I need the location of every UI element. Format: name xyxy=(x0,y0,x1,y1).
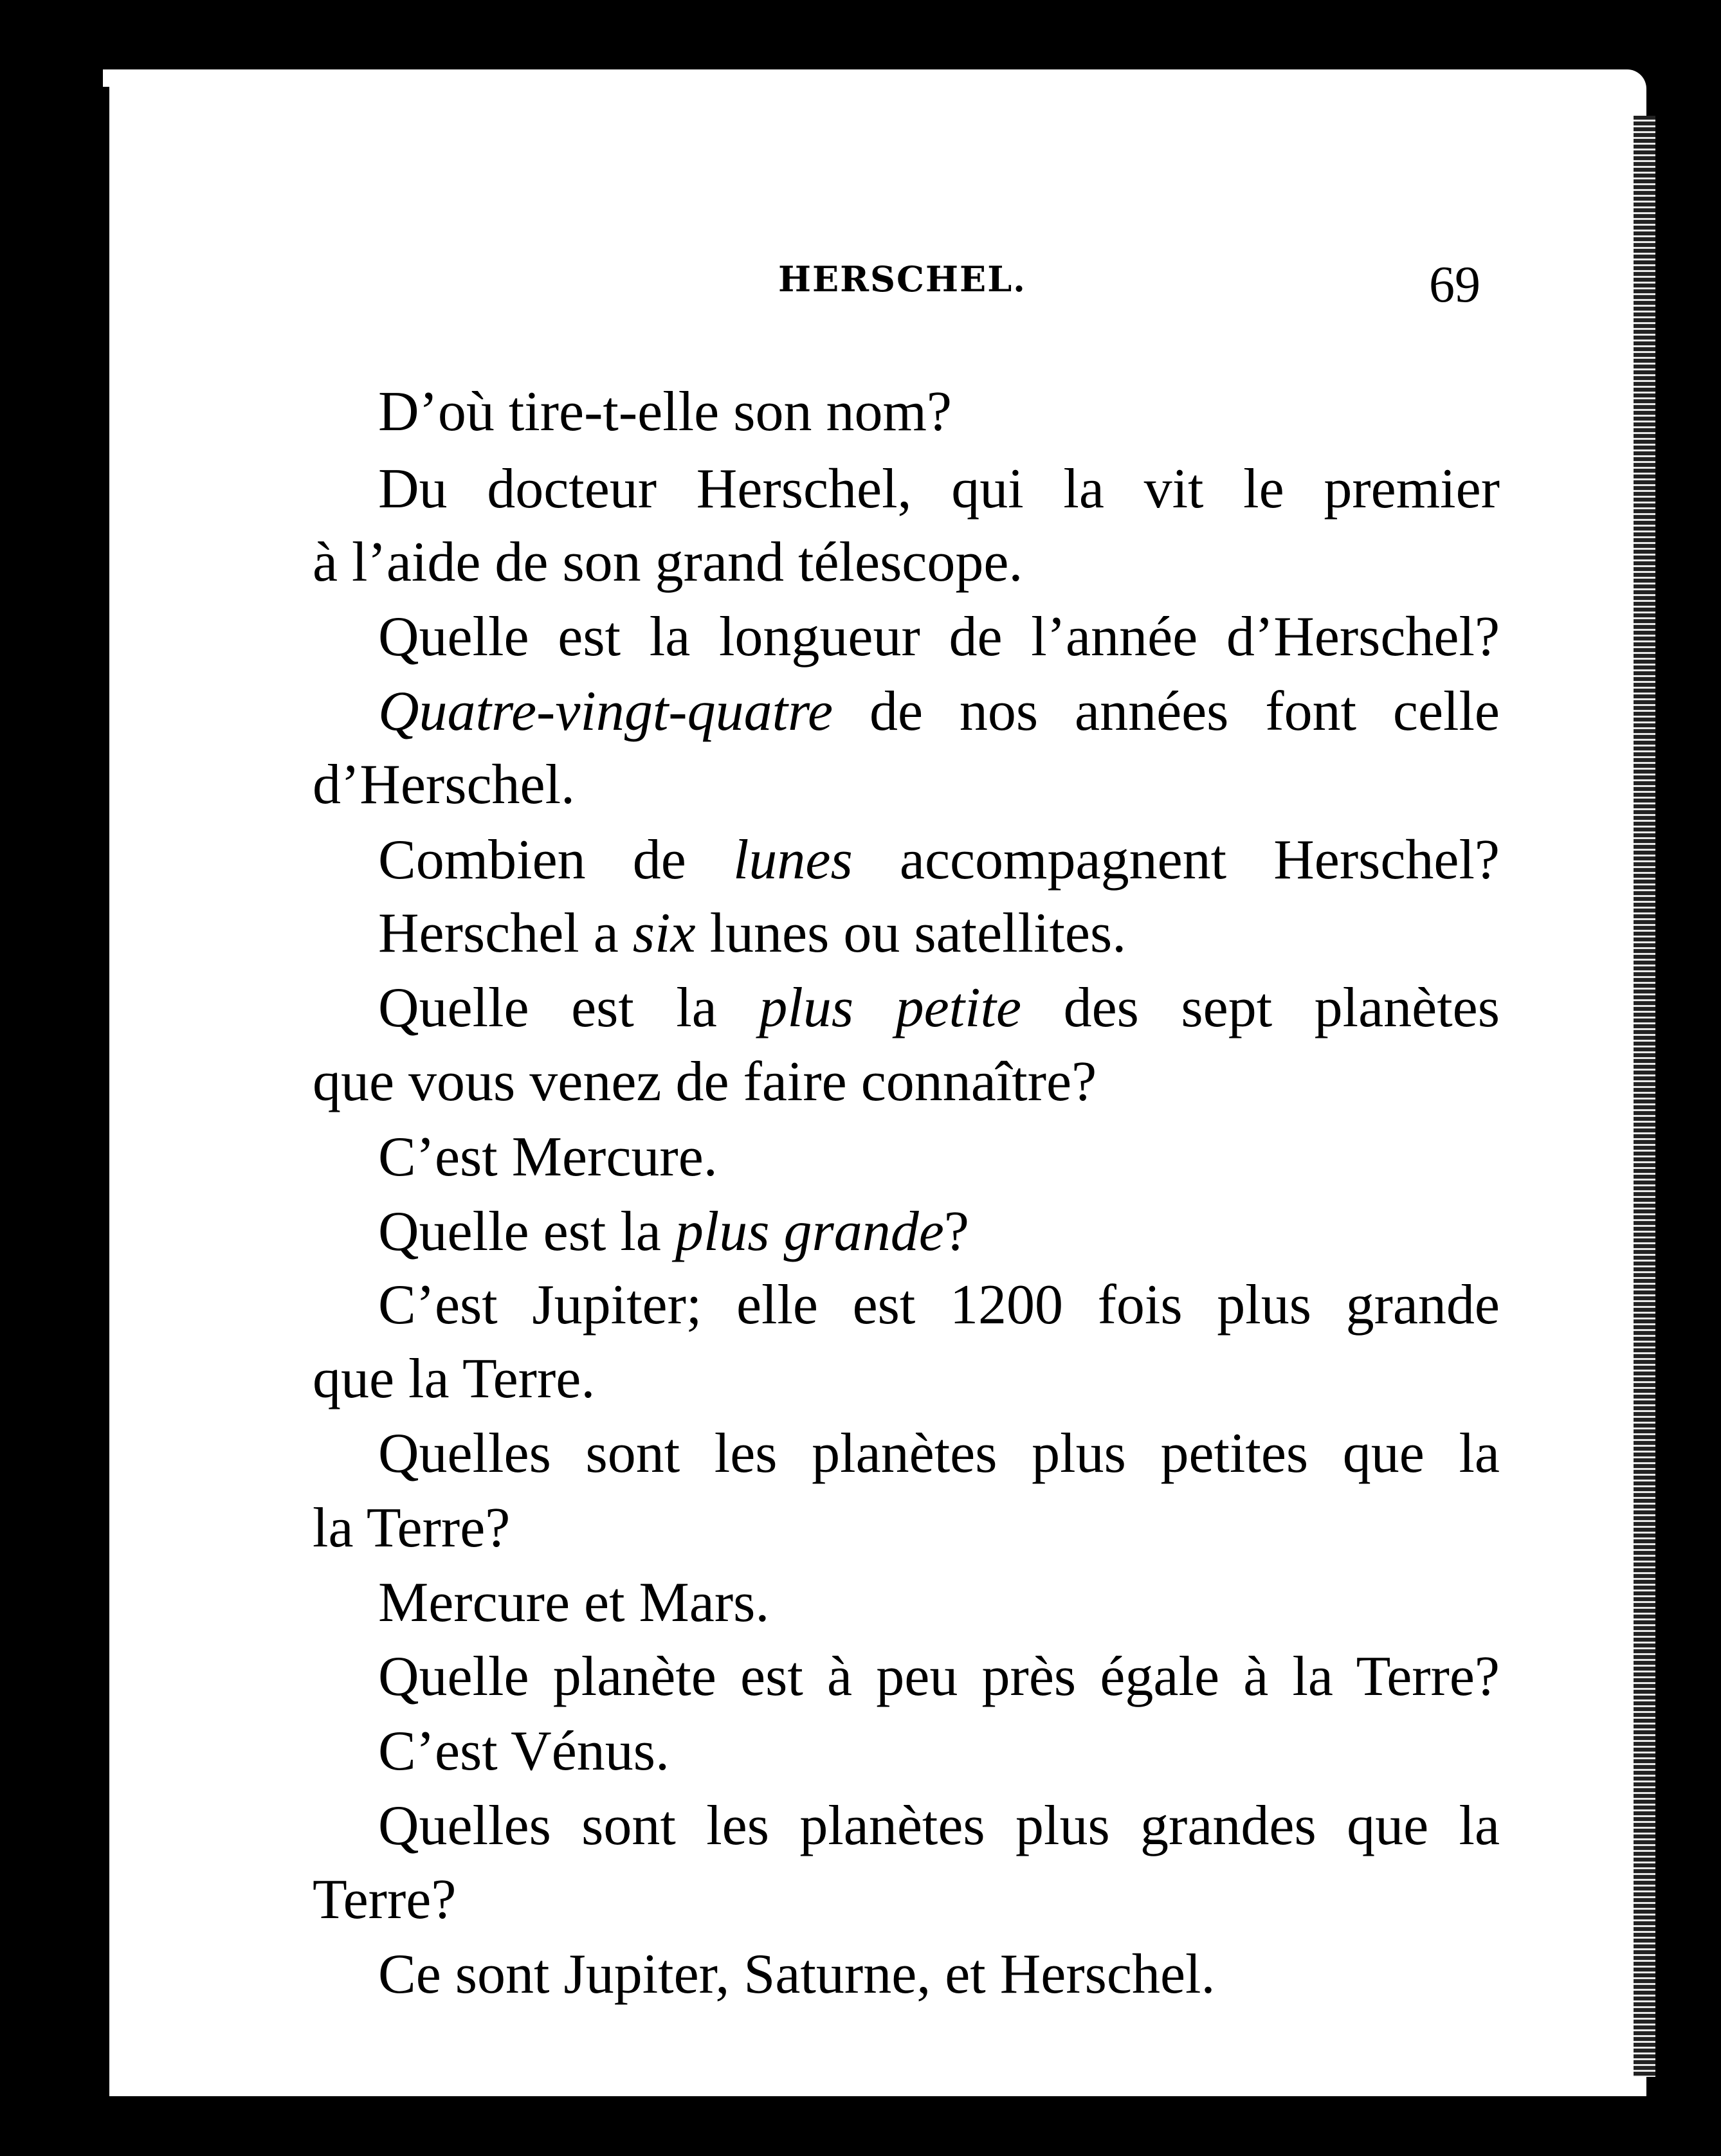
text-line: C’est Jupiter; elle est 1200 fois plus grande xyxy=(378,1274,1500,1336)
running-head: HERSCHEL. xyxy=(778,258,1026,300)
text-line: Du docteur Herschel, qui la vit le premier xyxy=(378,458,1500,520)
text-line: C’est Mercure. xyxy=(378,1126,718,1188)
text-line: D’où tire-t-elle son nom? xyxy=(378,381,952,443)
italic-text: plus petite xyxy=(759,977,1022,1039)
text-line: C’est Vénus. xyxy=(378,1720,670,1782)
page-number: 69 xyxy=(1429,257,1480,313)
text-line: Quelle est la plus grande? xyxy=(378,1200,969,1263)
text-line: Quatre-vingt-quatre de nos années font celle xyxy=(378,680,1500,743)
text-line: Terre? xyxy=(313,1869,457,1931)
italic-text: lunes xyxy=(733,829,853,891)
text-line: Combien de lunes accompagnent Herschel? xyxy=(378,829,1500,891)
text-line: la Terre? xyxy=(313,1497,511,1559)
text-line: Quelles sont les planètes plus grandes que la xyxy=(378,1795,1500,1857)
text-line: Quelle planète est à peu près égale à la Terre? xyxy=(378,1645,1500,1708)
text-line: que vous venez de faire connaître? xyxy=(313,1051,1097,1113)
page-left-edge xyxy=(87,87,109,2096)
text-line: à l’aide de son grand télescope. xyxy=(313,531,1023,593)
text-line: Herschel a six lunes ou satellites. xyxy=(378,902,1127,965)
italic-text: plus grande xyxy=(675,1200,944,1263)
italic-text: Quatre-vingt-quatre xyxy=(378,680,833,743)
text-line: que la Terre. xyxy=(313,1348,596,1410)
text-line: Quelles sont les planètes plus petites que la xyxy=(378,1422,1500,1485)
text-line: Ce sont Jupiter, Saturne, et Herschel. xyxy=(378,1943,1216,2006)
text-line: Quelle est la plus petite des sept planètes xyxy=(378,977,1500,1039)
text-line: d’Herschel. xyxy=(313,754,576,816)
page-right-edge xyxy=(1634,116,1655,2077)
italic-text: six xyxy=(632,902,696,965)
text-line: Mercure et Mars. xyxy=(378,1572,770,1634)
text-line: Quelle est la longueur de l’année d’Herschel? xyxy=(378,606,1500,668)
